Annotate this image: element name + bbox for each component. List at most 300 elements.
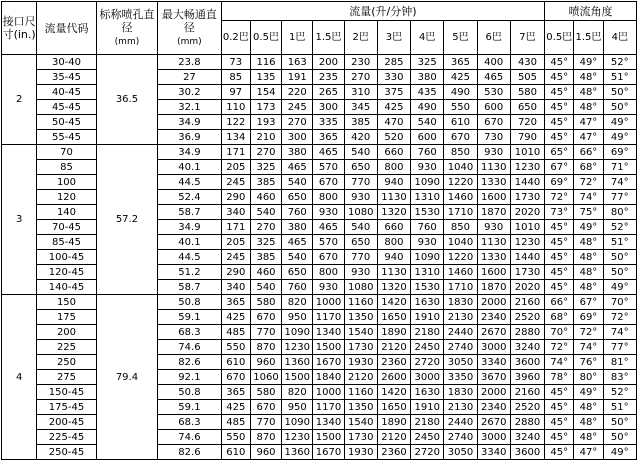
max-passage-cell: 51.2 xyxy=(158,265,221,280)
angle-value-cell: 72° xyxy=(545,190,574,205)
angle-value-cell: 52° xyxy=(603,385,636,400)
flow-value-cell: 1160 xyxy=(344,295,377,310)
flow-value-cell: 1000 xyxy=(313,295,344,310)
header-pressure: 1.5巴 xyxy=(313,21,344,55)
angle-value-cell: 68° xyxy=(574,160,603,175)
angle-value-cell: 65° xyxy=(545,145,574,160)
angle-value-cell: 67° xyxy=(574,295,603,310)
flow-code-cell: 200-45 xyxy=(37,415,96,430)
table-row xyxy=(2,55,637,70)
flow-value-cell: 1080 xyxy=(344,280,377,295)
flow-value-cell: 1000 xyxy=(313,385,344,400)
flow-value-cell: 385 xyxy=(250,250,281,265)
flow-value-cell: 1230 xyxy=(510,235,544,250)
flow-value-cell: 540 xyxy=(344,220,377,235)
flow-code-cell: 250-45 xyxy=(37,445,96,460)
angle-value-cell: 74° xyxy=(603,325,636,340)
flow-value-cell: 530 xyxy=(477,85,510,100)
angle-value-cell: 45° xyxy=(545,85,574,100)
flow-value-cell: 1910 xyxy=(411,400,444,415)
flow-value-cell: 660 xyxy=(377,145,410,160)
flow-value-cell: 97 xyxy=(221,85,250,100)
flow-value-cell: 375 xyxy=(377,85,410,100)
angle-value-cell: 75° xyxy=(574,205,603,220)
flow-value-cell: 800 xyxy=(377,160,410,175)
flow-value-cell: 1350 xyxy=(344,310,377,325)
angle-value-cell: 45° xyxy=(545,70,574,85)
flow-code-cell: 85-45 xyxy=(37,235,96,250)
header-port-size-label: 接口尺寸(in.) xyxy=(2,15,36,41)
flow-value-cell: 670 xyxy=(313,250,344,265)
angle-value-cell: 49° xyxy=(603,130,636,145)
angle-value-cell: 49° xyxy=(574,220,603,235)
header-flow-code xyxy=(37,2,96,55)
flow-value-cell: 1600 xyxy=(477,190,510,205)
flow-value-cell: 1630 xyxy=(411,385,444,400)
flow-value-cell: 930 xyxy=(411,160,444,175)
flow-value-cell: 2740 xyxy=(444,430,477,445)
flow-value-cell: 191 xyxy=(282,70,313,85)
flow-code-cell: 35-45 xyxy=(37,70,96,85)
flow-value-cell: 1090 xyxy=(411,175,444,190)
flow-value-cell: 435 xyxy=(411,85,444,100)
angle-value-cell: 74° xyxy=(574,340,603,355)
angle-value-cell: 72° xyxy=(574,325,603,340)
flow-value-cell: 950 xyxy=(282,310,313,325)
angle-value-cell: 51° xyxy=(603,235,636,250)
flow-value-cell: 930 xyxy=(313,280,344,295)
flow-code-cell: 275 xyxy=(37,370,96,385)
angle-value-cell: 72° xyxy=(574,175,603,190)
flow-value-cell: 1710 xyxy=(444,280,477,295)
angle-value-cell: 78° xyxy=(545,370,574,385)
flow-value-cell: 1730 xyxy=(510,265,544,280)
flow-code-cell: 225 xyxy=(37,340,96,355)
flow-value-cell: 3350 xyxy=(444,370,477,385)
angle-value-cell: 49° xyxy=(603,280,636,295)
flow-value-cell: 3600 xyxy=(510,355,544,370)
flow-value-cell: 163 xyxy=(282,55,313,70)
flow-value-cell: 270 xyxy=(344,70,377,85)
angle-value-cell: 74° xyxy=(574,190,603,205)
port-size-cell: 3 xyxy=(2,145,37,295)
flow-code-cell: 200 xyxy=(37,325,96,340)
angle-value-cell: 45° xyxy=(545,55,574,70)
max-passage-cell: 34.9 xyxy=(158,220,221,235)
angle-value-cell: 69° xyxy=(545,175,574,190)
angle-value-cell: 71° xyxy=(603,160,636,175)
flow-value-cell: 3000 xyxy=(477,430,510,445)
flow-value-cell: 1500 xyxy=(313,340,344,355)
flow-value-cell: 1870 xyxy=(477,280,510,295)
flow-code-cell: 120 xyxy=(37,190,96,205)
flow-value-cell: 205 xyxy=(221,160,250,175)
angle-value-cell: 74° xyxy=(545,355,574,370)
flow-value-cell: 365 xyxy=(444,55,477,70)
angle-value-cell: 74° xyxy=(603,175,636,190)
max-passage-cell: 40.1 xyxy=(158,160,221,175)
flow-value-cell: 720 xyxy=(510,115,544,130)
flow-value-cell: 1420 xyxy=(377,385,410,400)
max-passage-cell: 50.8 xyxy=(158,295,221,310)
angle-value-cell: 45° xyxy=(545,235,574,250)
angle-value-cell: 45° xyxy=(545,220,574,235)
flow-value-cell: 820 xyxy=(282,295,313,310)
flow-value-cell: 870 xyxy=(250,430,281,445)
angle-value-cell: 45° xyxy=(545,280,574,295)
header-pressure: 7巴 xyxy=(510,21,544,55)
angle-value-cell: 49° xyxy=(574,55,603,70)
flow-value-cell: 1650 xyxy=(377,400,410,415)
flow-value-cell: 2520 xyxy=(510,310,544,325)
flow-code-cell: 100 xyxy=(37,175,96,190)
flow-value-cell: 1420 xyxy=(377,295,410,310)
flow-value-cell: 670 xyxy=(250,310,281,325)
flow-value-cell: 1340 xyxy=(313,325,344,340)
flow-value-cell: 3240 xyxy=(510,340,544,355)
table-body xyxy=(2,55,637,460)
flow-value-cell: 460 xyxy=(250,190,281,205)
flow-value-cell: 1010 xyxy=(510,220,544,235)
header-angle-pressure: 0.5巴 xyxy=(545,21,574,55)
flow-value-cell: 380 xyxy=(282,145,313,160)
flow-value-cell: 960 xyxy=(250,445,281,460)
angle-value-cell: 47° xyxy=(574,130,603,145)
flow-value-cell: 580 xyxy=(510,85,544,100)
flow-value-cell: 290 xyxy=(221,190,250,205)
flow-value-cell: 800 xyxy=(313,190,344,205)
flow-value-cell: 850 xyxy=(444,145,477,160)
max-passage-cell: 36.9 xyxy=(158,130,221,145)
flow-value-cell: 2020 xyxy=(510,205,544,220)
max-passage-cell: 52.4 xyxy=(158,190,221,205)
angle-value-cell: 49° xyxy=(603,115,636,130)
flow-value-cell: 2130 xyxy=(444,400,477,415)
flow-value-cell: 1540 xyxy=(344,415,377,430)
header-pressure: 4巴 xyxy=(411,21,444,55)
flow-value-cell: 270 xyxy=(282,115,313,130)
flow-value-cell: 540 xyxy=(344,145,377,160)
flow-value-cell: 465 xyxy=(282,235,313,250)
flow-value-cell: 790 xyxy=(510,130,544,145)
flow-value-cell: 3000 xyxy=(411,370,444,385)
header-pressure: 2巴 xyxy=(344,21,377,55)
flow-value-cell: 2160 xyxy=(510,385,544,400)
flow-value-cell: 820 xyxy=(282,385,313,400)
flow-value-cell: 425 xyxy=(444,70,477,85)
flow-value-cell: 1650 xyxy=(377,310,410,325)
flow-value-cell: 205 xyxy=(221,235,250,250)
angle-value-cell: 69° xyxy=(574,310,603,325)
flow-value-cell: 2440 xyxy=(444,415,477,430)
angle-value-cell: 70° xyxy=(545,325,574,340)
flow-value-cell: 1230 xyxy=(282,340,313,355)
flow-value-cell: 2670 xyxy=(477,415,510,430)
max-passage-cell: 68.3 xyxy=(158,325,221,340)
flow-value-cell: 340 xyxy=(221,205,250,220)
header-pressure: 5巴 xyxy=(444,21,477,55)
max-passage-cell: 59.1 xyxy=(158,400,221,415)
header-nominal-orifice xyxy=(96,2,157,55)
flow-value-cell: 1910 xyxy=(411,310,444,325)
flow-value-cell: 1730 xyxy=(344,430,377,445)
angle-value-cell: 80° xyxy=(574,370,603,385)
max-passage-cell: 58.7 xyxy=(158,280,221,295)
flow-value-cell: 1130 xyxy=(477,160,510,175)
flow-value-cell: 1220 xyxy=(444,250,477,265)
flow-value-cell: 1630 xyxy=(411,295,444,310)
max-passage-cell: 82.6 xyxy=(158,355,221,370)
flow-value-cell: 116 xyxy=(250,55,281,70)
flow-value-cell: 365 xyxy=(221,295,250,310)
flow-code-cell: 30-40 xyxy=(37,55,96,70)
flow-value-cell: 2340 xyxy=(477,400,510,415)
flow-value-cell: 1440 xyxy=(510,250,544,265)
table-row xyxy=(2,295,637,310)
flow-value-cell: 200 xyxy=(313,55,344,70)
flow-value-cell: 1830 xyxy=(444,295,477,310)
flow-value-cell: 1060 xyxy=(250,370,281,385)
max-passage-cell: 40.1 xyxy=(158,235,221,250)
flow-value-cell: 660 xyxy=(377,220,410,235)
flow-code-cell: 140 xyxy=(37,205,96,220)
flow-value-cell: 610 xyxy=(221,445,250,460)
flow-value-cell: 3600 xyxy=(510,445,544,460)
angle-value-cell: 45° xyxy=(545,130,574,145)
flow-value-cell: 460 xyxy=(250,265,281,280)
flow-value-cell: 220 xyxy=(282,85,313,100)
flow-value-cell: 300 xyxy=(313,100,344,115)
flow-value-cell: 1540 xyxy=(344,325,377,340)
flow-value-cell: 3050 xyxy=(444,445,477,460)
flow-value-cell: 1230 xyxy=(510,160,544,175)
flow-value-cell: 420 xyxy=(344,130,377,145)
flow-value-cell: 2880 xyxy=(510,415,544,430)
angle-value-cell: 48° xyxy=(574,415,603,430)
flow-value-cell: 870 xyxy=(250,340,281,355)
flow-value-cell: 470 xyxy=(377,115,410,130)
max-passage-cell: 68.3 xyxy=(158,415,221,430)
flow-value-cell: 760 xyxy=(282,205,313,220)
flow-value-cell: 345 xyxy=(344,100,377,115)
flow-value-cell: 1670 xyxy=(313,355,344,370)
angle-value-cell: 49° xyxy=(603,445,636,460)
flow-value-cell: 850 xyxy=(444,220,477,235)
flow-value-cell: 110 xyxy=(221,100,250,115)
angle-value-cell: 48° xyxy=(574,70,603,85)
angle-value-cell: 48° xyxy=(574,280,603,295)
flow-code-cell: 40-45 xyxy=(37,85,96,100)
flow-value-cell: 3000 xyxy=(477,340,510,355)
port-size-cell: 2 xyxy=(2,55,37,145)
flow-code-cell: 225-45 xyxy=(37,430,96,445)
flow-value-cell: 2720 xyxy=(411,445,444,460)
flow-value-cell: 3960 xyxy=(510,370,544,385)
flow-value-cell: 2120 xyxy=(344,370,377,385)
table-header xyxy=(2,2,637,55)
flow-value-cell: 365 xyxy=(313,130,344,145)
flow-value-cell: 670 xyxy=(250,400,281,415)
flow-value-cell: 760 xyxy=(411,220,444,235)
flow-value-cell: 930 xyxy=(313,205,344,220)
flow-value-cell: 1870 xyxy=(477,205,510,220)
flow-code-cell: 250 xyxy=(37,355,96,370)
flow-value-cell: 425 xyxy=(221,400,250,415)
flow-value-cell: 380 xyxy=(282,220,313,235)
flow-value-cell: 2120 xyxy=(377,340,410,355)
flow-value-cell: 760 xyxy=(411,145,444,160)
flow-value-cell: 3340 xyxy=(477,355,510,370)
flow-value-cell: 770 xyxy=(344,175,377,190)
flow-value-cell: 650 xyxy=(282,190,313,205)
angle-value-cell: 51° xyxy=(603,70,636,85)
flow-value-cell: 950 xyxy=(282,400,313,415)
flow-value-cell: 550 xyxy=(221,340,250,355)
flow-code-cell: 45-45 xyxy=(37,100,96,115)
flow-value-cell: 1670 xyxy=(313,445,344,460)
max-passage-cell: 32.1 xyxy=(158,100,221,115)
angle-value-cell: 48° xyxy=(574,85,603,100)
angle-value-cell: 48° xyxy=(574,235,603,250)
flow-code-cell: 120-45 xyxy=(37,265,96,280)
flow-value-cell: 270 xyxy=(250,220,281,235)
flow-value-cell: 1890 xyxy=(377,415,410,430)
flow-value-cell: 1460 xyxy=(444,190,477,205)
flow-code-cell: 150 xyxy=(37,295,96,310)
flow-value-cell: 1500 xyxy=(313,430,344,445)
flow-value-cell: 173 xyxy=(250,100,281,115)
flow-value-cell: 600 xyxy=(411,130,444,145)
flow-code-cell: 50-45 xyxy=(37,115,96,130)
flow-value-cell: 1440 xyxy=(510,175,544,190)
flow-value-cell: 1460 xyxy=(444,265,477,280)
max-passage-cell: 30.2 xyxy=(158,85,221,100)
flow-value-cell: 930 xyxy=(344,265,377,280)
flow-value-cell: 2120 xyxy=(377,430,410,445)
flow-value-cell: 465 xyxy=(313,145,344,160)
nominal-orifice-cell: 36.5 xyxy=(96,55,157,145)
header-max-passage-label: 最大畅通直径 xyxy=(161,7,217,34)
flow-value-cell: 365 xyxy=(221,385,250,400)
flow-value-cell: 960 xyxy=(250,355,281,370)
flow-value-cell: 465 xyxy=(282,160,313,175)
flow-value-cell: 1170 xyxy=(313,310,344,325)
flow-value-cell: 1310 xyxy=(411,265,444,280)
flow-value-cell: 580 xyxy=(250,385,281,400)
flow-value-cell: 570 xyxy=(313,160,344,175)
angle-value-cell: 45° xyxy=(545,445,574,460)
flow-value-cell: 1010 xyxy=(510,145,544,160)
header-pressure: 0.5巴 xyxy=(250,21,281,55)
header-nominal-orifice-unit: (mm) xyxy=(114,36,140,47)
angle-value-cell: 47° xyxy=(574,115,603,130)
max-passage-cell: 59.1 xyxy=(158,310,221,325)
flow-value-cell: 330 xyxy=(377,70,410,85)
flow-value-cell: 2880 xyxy=(510,325,544,340)
max-passage-cell: 34.9 xyxy=(158,115,221,130)
angle-value-cell: 72° xyxy=(603,310,636,325)
header-flow-group xyxy=(221,2,544,21)
angle-value-cell: 72° xyxy=(545,340,574,355)
angle-value-cell: 48° xyxy=(574,400,603,415)
flow-value-cell: 2000 xyxy=(477,295,510,310)
flow-value-cell: 540 xyxy=(282,175,313,190)
angle-value-cell: 50° xyxy=(603,430,636,445)
flow-value-cell: 465 xyxy=(313,220,344,235)
flow-value-cell: 2180 xyxy=(411,325,444,340)
angle-value-cell: 45° xyxy=(545,430,574,445)
flow-value-cell: 2020 xyxy=(510,280,544,295)
flow-value-cell: 171 xyxy=(221,220,250,235)
flow-value-cell: 1930 xyxy=(344,355,377,370)
flow-value-cell: 485 xyxy=(221,415,250,430)
flow-value-cell: 670 xyxy=(444,130,477,145)
angle-value-cell: 47° xyxy=(574,445,603,460)
header-angle-pressure: 1.5巴 xyxy=(574,21,603,55)
flow-value-cell: 540 xyxy=(282,250,313,265)
flow-value-cell: 230 xyxy=(344,55,377,70)
port-size-cell: 4 xyxy=(2,295,37,460)
flow-value-cell: 2000 xyxy=(477,385,510,400)
header-pressure: 6巴 xyxy=(477,21,510,55)
header-pressure: 1巴 xyxy=(282,21,313,55)
header-angle-group xyxy=(545,2,637,21)
angle-value-cell: 50° xyxy=(603,265,636,280)
flow-value-cell: 730 xyxy=(477,130,510,145)
flow-value-cell: 85 xyxy=(221,70,250,85)
flow-value-cell: 490 xyxy=(444,85,477,100)
angle-value-cell: 69° xyxy=(603,145,636,160)
flow-value-cell: 385 xyxy=(344,115,377,130)
flow-value-cell: 1350 xyxy=(344,400,377,415)
header-angle-pressure: 4巴 xyxy=(603,21,636,55)
angle-value-cell: 45° xyxy=(545,415,574,430)
flow-value-cell: 1230 xyxy=(282,430,313,445)
flow-value-cell: 1730 xyxy=(344,340,377,355)
flow-value-cell: 325 xyxy=(250,235,281,250)
flow-value-cell: 270 xyxy=(250,145,281,160)
header-max-passage xyxy=(158,2,221,55)
header-angle-group-label: 喷流角度 xyxy=(568,4,613,18)
angle-value-cell: 81° xyxy=(603,355,636,370)
angle-value-cell: 45° xyxy=(545,100,574,115)
header-flow-code-label: 流量代码 xyxy=(44,21,89,35)
max-passage-cell: 44.5 xyxy=(158,175,221,190)
flow-value-cell: 290 xyxy=(221,265,250,280)
flow-value-cell: 1340 xyxy=(313,415,344,430)
flow-value-cell: 325 xyxy=(411,55,444,70)
flow-code-cell: 175 xyxy=(37,310,96,325)
header-nominal-orifice-label: 标称喷孔直径 xyxy=(99,7,155,34)
flow-value-cell: 1320 xyxy=(377,205,410,220)
flow-code-cell: 100-45 xyxy=(37,250,96,265)
angle-value-cell: 50° xyxy=(603,250,636,265)
max-passage-cell: 58.7 xyxy=(158,205,221,220)
flow-value-cell: 3670 xyxy=(477,370,510,385)
flow-value-cell: 1040 xyxy=(444,160,477,175)
flow-value-cell: 760 xyxy=(282,280,313,295)
flow-value-cell: 1130 xyxy=(377,190,410,205)
flow-value-cell: 580 xyxy=(250,295,281,310)
flow-value-cell: 2520 xyxy=(510,400,544,415)
flow-value-cell: 2340 xyxy=(477,310,510,325)
angle-value-cell: 83° xyxy=(603,370,636,385)
angle-value-cell: 48° xyxy=(574,250,603,265)
max-passage-cell: 50.8 xyxy=(158,385,221,400)
flow-value-cell: 800 xyxy=(377,235,410,250)
angle-value-cell: 45° xyxy=(545,400,574,415)
flow-value-cell: 1130 xyxy=(477,235,510,250)
